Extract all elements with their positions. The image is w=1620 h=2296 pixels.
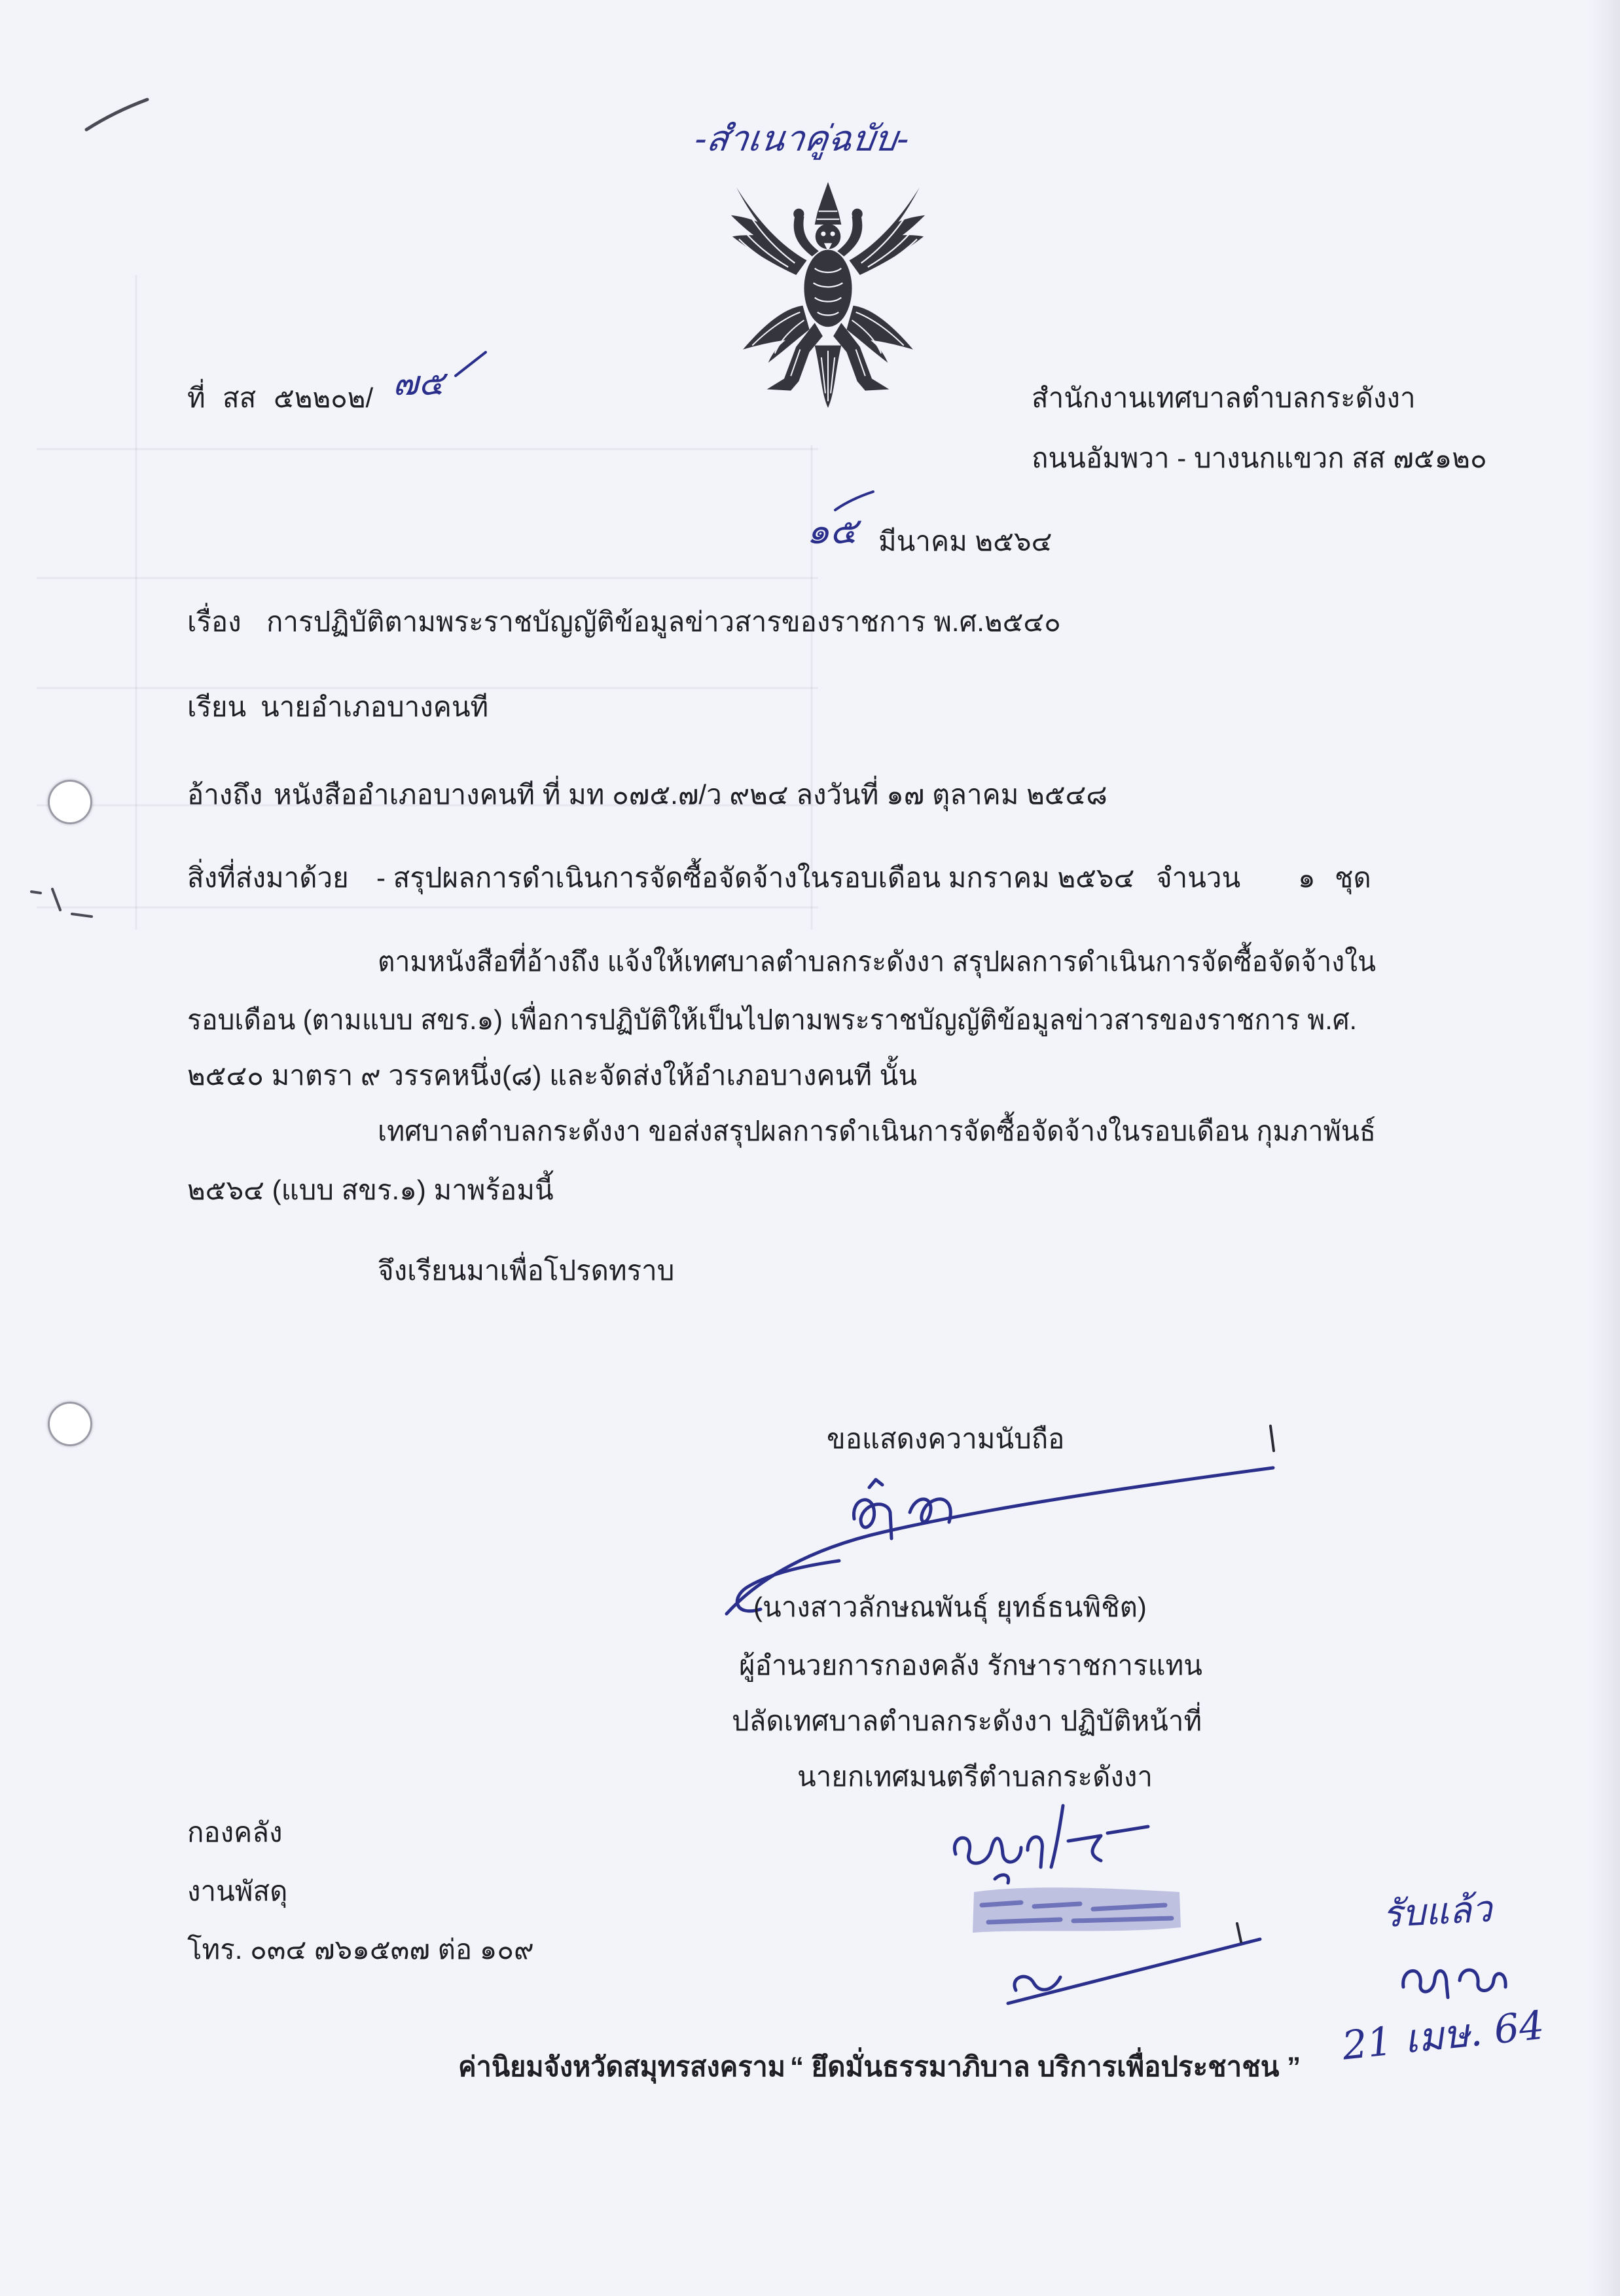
reference-label: ที่ xyxy=(187,382,206,413)
handwritten-note-received: รับแล้ว xyxy=(1381,1887,1494,1937)
copy-stamp-handwritten: -สำเนาคู่ฉบับ- xyxy=(692,118,912,159)
footer-slogan: “ ยึดมั่นธรรมาภิบาล บริการเพื่อประชาชน ” xyxy=(790,2051,1301,2082)
subject-label: เรื่อง xyxy=(187,606,242,637)
footer-slogan-label: ค่านิยมจังหวัดสมุทรสงคราม xyxy=(458,2051,785,2082)
punch-hole-bottom xyxy=(48,1402,92,1446)
body-paragraph-1-line-3: ๒๕๔๐ มาตรา ๙ วรรคหนึ่ง(๘) และจัดส่งให้อำเภอบางคนที นั้น xyxy=(187,1060,918,1091)
contact-division: กองคลัง xyxy=(187,1817,283,1848)
enclosure-item: - สรุปผลการดำเนินการจัดซื้อจัดจ้างในรอบเดือน มกราคม ๒๕๖๔ xyxy=(376,862,1135,893)
stray-marks xyxy=(26,884,98,923)
enclosure-label: สิ่งที่ส่งมาด้วย xyxy=(187,862,349,893)
reference-prefix: สส xyxy=(223,382,257,413)
page-edge-shadow xyxy=(1590,0,1620,2296)
recipient-text: นายอำเภอบางคนที xyxy=(261,691,489,722)
signer-name: (นางสาวลักษณพันธุ์ ยุทธ์ธนพิชิต) xyxy=(753,1592,1147,1622)
sender-address: ถนนอัมพวา - บางนกแขวก สส ๗๕๑๒๐ xyxy=(1032,443,1487,473)
closing-line: จึงเรียนมาเพื่อโปรดทราบ xyxy=(378,1255,675,1286)
subject-text: การปฏิบัติตามพระราชบัญญัติข้อมูลข่าวสารของราชการ พ.ศ.๒๕๔๐ xyxy=(266,606,1061,637)
garuda-emblem xyxy=(720,182,936,408)
reference-number-handwritten: ๗๕ xyxy=(393,364,444,403)
reference-number: ๕๒๒๐๒/ xyxy=(274,382,374,413)
date-day-handwritten: ๑๕ xyxy=(806,510,857,553)
sender-office: สำนักงานเทศบาลตำบลกระดังงา xyxy=(1032,382,1416,413)
initials-note xyxy=(1394,1948,1525,2007)
body-paragraph-2-line-1: เทศบาลตำบลกระดังงา ขอส่งสรุปผลการดำเนินการจัดซื้อจัดจ้างในรอบเดือน กุมภาพันธ์ xyxy=(378,1116,1376,1146)
signer-position-3: นายกเทศมนตรีตำบลกระดังงา xyxy=(797,1761,1153,1792)
handwritten-flourish xyxy=(452,347,491,380)
body-paragraph-1-line-2: รอบเดือน (ตามแบบ สขร.๑) เพื่อการปฏิบัติให้เป็นไปตามพระราชบัญญัติข้อมูลข่าวสารของราชการ พ.ศ. xyxy=(187,1004,1357,1035)
enclosure-unit: ชุด xyxy=(1335,862,1371,893)
recipient-label: เรียน xyxy=(187,691,247,722)
referring-text: หนังสืออำเภอบางคนที ที่ มท ๐๗๕.๗/ว ๙๒๔ ลงวันที่ ๑๗ ตุลาคม ๒๕๔๘ xyxy=(274,779,1107,810)
salutation: ขอแสดงความนับถือ xyxy=(827,1423,1065,1454)
enclosure-qty: ๑ xyxy=(1298,862,1316,893)
body-paragraph-2-line-2: ๒๕๖๔ (แบบ สขร.๑) มาพร้อมนี้ xyxy=(187,1175,554,1205)
signer-position-2: ปลัดเทศบาลตำบลกระดังงา ปฏิบัติหน้าที่ xyxy=(732,1705,1202,1736)
date-flourish xyxy=(831,488,877,514)
referring-label: อ้างถึง xyxy=(187,779,263,810)
contact-section: งานพัสดุ xyxy=(187,1876,288,1906)
contact-phone: โทร. ๐๓๔ ๗๖๑๕๓๗ ต่อ ๑๐๙ xyxy=(187,1934,534,1965)
signature-approver xyxy=(929,1794,1296,2016)
punch-hole-top xyxy=(48,780,92,824)
handwritten-note-date: 21 เมษ. 64 xyxy=(1340,2002,1547,2069)
pen-mark xyxy=(79,92,157,137)
signer-position-1: ผู้อำนวยการกองคลัง รักษาราชการแทน xyxy=(739,1650,1203,1681)
enclosure-qty-label: จำนวน xyxy=(1156,862,1241,893)
date-month-year: มีนาคม ๒๕๖๔ xyxy=(878,526,1053,556)
body-paragraph-1-line-1: ตามหนังสือที่อ้างถึง แจ้งให้เทศบาลตำบลกระดังงา สรุปผลการดำเนินการจัดซื้อจัดจ้างใน xyxy=(378,946,1376,977)
